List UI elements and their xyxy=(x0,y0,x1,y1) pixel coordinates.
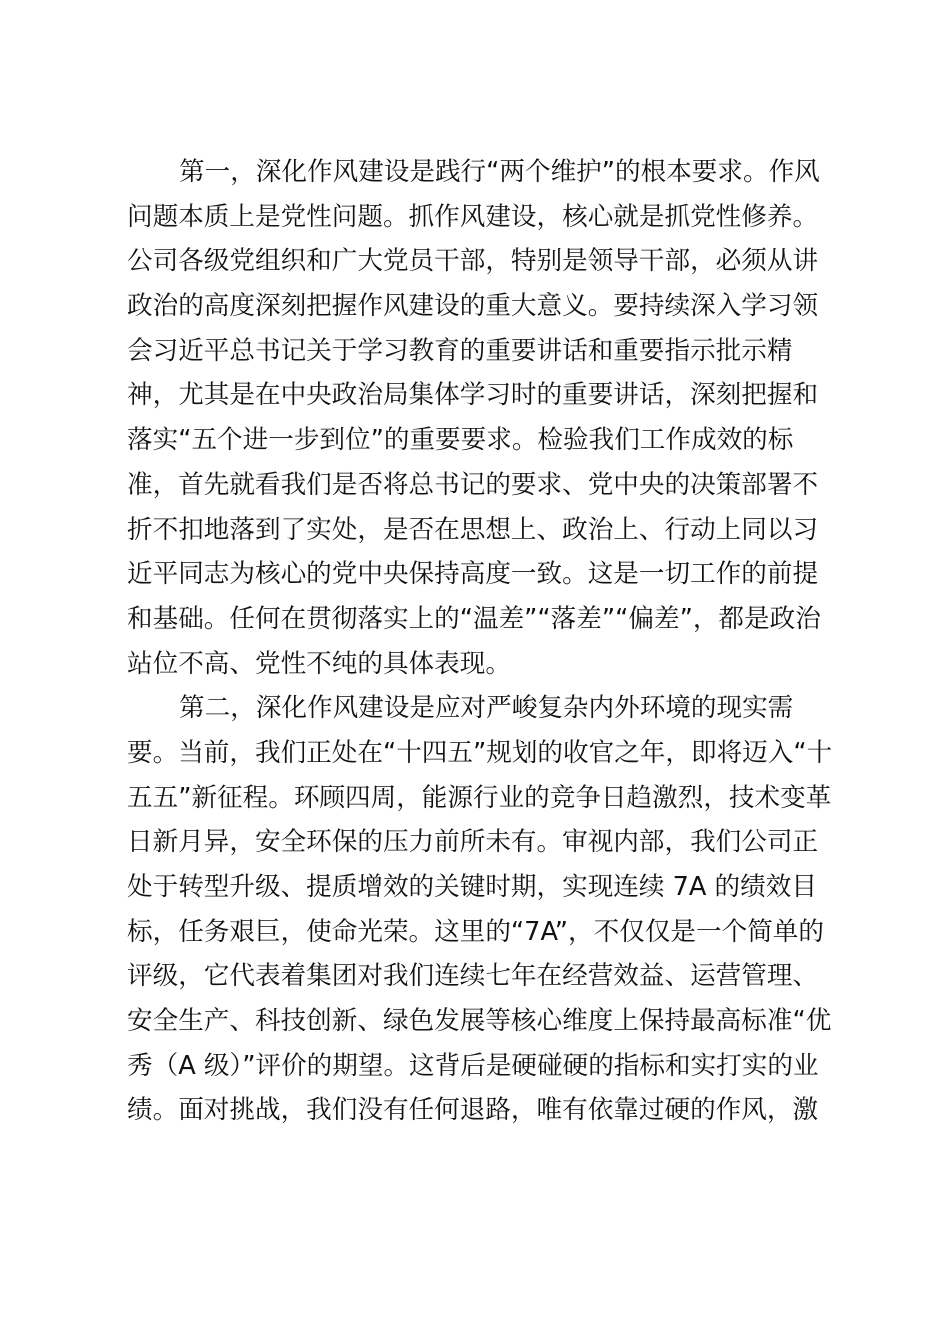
paragraph-line: 评级，它代表着集团对我们连续七年在经营效益、运营管理、 xyxy=(127,961,819,992)
paragraph-line: 处于转型升级、提质增效的关键时期，实现连续 7A 的绩效目 xyxy=(127,872,817,902)
paragraph-line: 落实“五个进一步到位”的重要要求。检验我们工作成效的标 xyxy=(127,425,794,456)
paragraph-line: 五五”新征程。环顾四周，能源行业的竞争日趋激烈，技术变革 xyxy=(127,782,832,813)
paragraph-line: 站位不高、党性不纯的具体表现。 xyxy=(127,648,511,679)
paragraph-line: 第一，深化作风建设是践行“两个维护”的根本要求。作风 xyxy=(179,157,820,187)
paragraph-line: 第二，深化作风建设是应对严峻复杂内外环境的现实需 xyxy=(179,693,794,724)
paragraph-line: 和基础。任何在贯彻落实上的“温差”“落差”“偏差”，都是政治 xyxy=(127,603,821,634)
paragraph-line: 要。当前，我们正处在“十四五”规划的收官之年，即将迈入“十 xyxy=(127,737,833,768)
paragraph-line: 近平同志为核心的党中央保持高度一致。这是一切工作的前提 xyxy=(127,559,819,590)
paragraph-line: 神，尤其是在中央政治局集体学习时的重要讲话，深刻把握和 xyxy=(127,380,819,411)
paragraph-line: 政治的高度深刻把握作风建设的重大意义。要持续深入学习领 xyxy=(127,291,819,322)
paragraph-line: 标，任务艰巨，使命光荣。这里的“7A”，不仅仅是一个简单的 xyxy=(127,916,824,947)
paragraph-line: 日新月异，安全环保的压力前所未有。审视内部，我们公司正 xyxy=(127,827,819,858)
paragraph-line: 安全生产、科技创新、绿色发展等核心维度上保持最高标准“优 xyxy=(127,1006,832,1037)
paragraph-line: 折不扣地落到了实处，是否在思想上、政治上、行动上同以习 xyxy=(127,514,819,545)
paragraph-line: 会习近平总书记关于学习教育的重要讲话和重要指示批示精 xyxy=(127,335,793,366)
paragraph-1 xyxy=(127,150,827,686)
paragraph-line: 问题本质上是党性问题。抓作风建设，核心就是抓党性修养。 xyxy=(127,201,819,232)
paragraph-line: 秀（A 级）”评价的期望。这背后是硬碰硬的指标和实打实的业 xyxy=(127,1050,819,1081)
paragraph-2 xyxy=(127,686,833,1133)
body-text xyxy=(127,150,833,1133)
paragraph-line: 准，首先就看我们是否将总书记的要求、党中央的决策部署不 xyxy=(127,469,819,500)
paragraph-line: 公司各级党组织和广大党员干部，特别是领导干部，必须从讲 xyxy=(127,246,819,277)
paragraph-line: 绩。面对挑战，我们没有任何退路，唯有依靠过硬的作风，激 xyxy=(127,1095,819,1126)
